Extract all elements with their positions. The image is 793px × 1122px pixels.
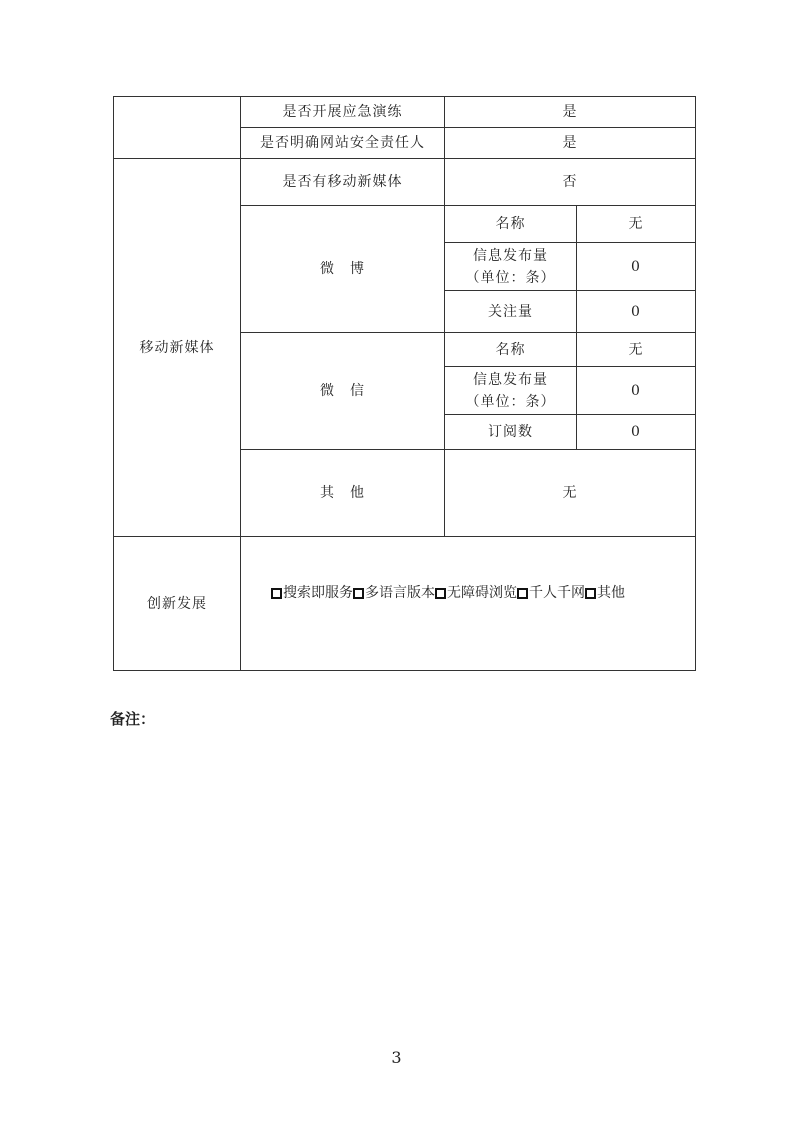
wechat-posts-label bbox=[445, 367, 576, 414]
owner-value: 是 bbox=[562, 135, 578, 151]
wechat-subscribers-label: 订阅数 bbox=[488, 424, 533, 440]
weibo-label: 微 博 bbox=[320, 261, 365, 277]
option-personalized[interactable]: 千人千网 bbox=[517, 582, 585, 604]
wechat-subscribers-value: 0 bbox=[631, 424, 641, 440]
weibo-posts-label bbox=[445, 243, 576, 290]
weibo-posts-value: 0 bbox=[631, 258, 641, 275]
page-number: 3 bbox=[391, 1048, 402, 1067]
innovation-label: 创新发展 bbox=[147, 595, 207, 612]
wechat-posts-label-line2: （单位：条） bbox=[465, 393, 556, 410]
option-search-as-service[interactable]: 搜索即服务 bbox=[271, 582, 353, 604]
table-border bbox=[113, 670, 696, 671]
option-other[interactable]: 其他 bbox=[585, 582, 625, 604]
checkbox-icon[interactable] bbox=[353, 588, 364, 599]
wechat-label: 微 信 bbox=[320, 383, 365, 399]
checkbox-icon[interactable] bbox=[517, 588, 528, 599]
option-accessibility[interactable]: 无障碍浏览 bbox=[435, 582, 517, 604]
weibo-name-label: 名称 bbox=[495, 216, 526, 232]
wechat-name-value: 无 bbox=[628, 341, 644, 358]
weibo-posts-label-line2: （单位：条） bbox=[465, 269, 556, 286]
weibo-followers-value: 0 bbox=[631, 303, 641, 320]
other-media-label: 其 他 bbox=[320, 485, 365, 501]
checkbox-icon[interactable] bbox=[435, 588, 446, 599]
weibo-posts-label-line1: 信息发布量 bbox=[473, 247, 548, 264]
other-media-value: 无 bbox=[562, 485, 578, 501]
table-border bbox=[695, 96, 696, 671]
option-multilingual[interactable]: 多语言版本 bbox=[353, 582, 435, 604]
innovation-options bbox=[241, 537, 695, 649]
has-mobile-media-label: 是否有移动新媒体 bbox=[282, 174, 403, 190]
checkbox-icon[interactable] bbox=[271, 588, 282, 599]
checkbox-icon[interactable] bbox=[585, 588, 596, 599]
wechat-posts-value: 0 bbox=[631, 382, 641, 399]
drill-label: 是否开展应急演练 bbox=[282, 104, 403, 120]
has-mobile-media-value: 否 bbox=[562, 174, 578, 190]
weibo-name-value: 无 bbox=[628, 216, 644, 232]
drill-value: 是 bbox=[562, 104, 578, 120]
note-label: 备注： bbox=[110, 710, 156, 728]
owner-label: 是否明确网站安全责任人 bbox=[260, 135, 425, 151]
wechat-name-label: 名称 bbox=[495, 341, 526, 358]
mobile-media-section-label: 移动新媒体 bbox=[139, 339, 215, 356]
wechat-posts-label-line1: 信息发布量 bbox=[473, 371, 548, 388]
weibo-followers-label: 关注量 bbox=[488, 303, 533, 320]
